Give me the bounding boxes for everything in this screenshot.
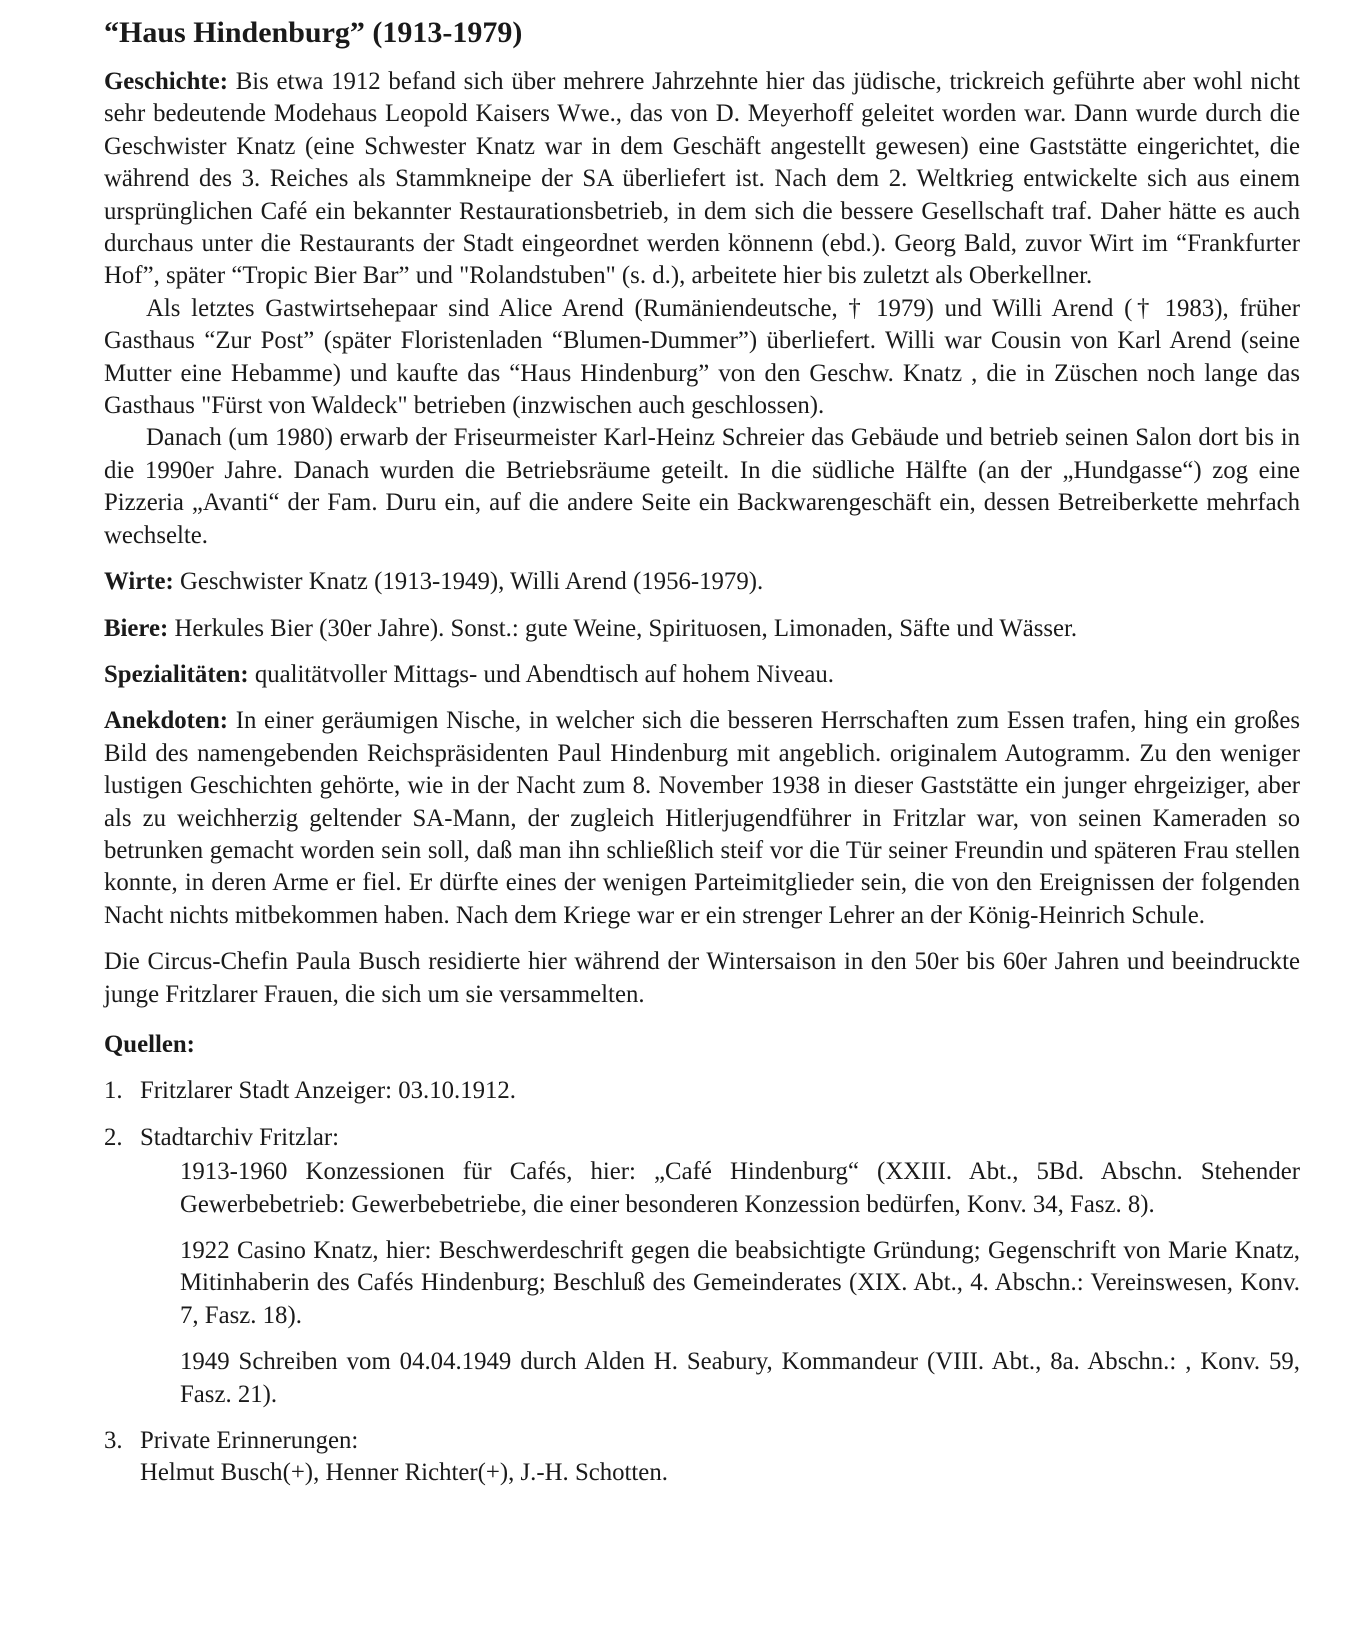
source-sub-entry: 1949 Schreiben vom 04.04.1949 durch Alden H. Seabury, Kommandeur (VIII. Abt., 8a. Abschn.: , Konv. 59, Fasz. 21). xyxy=(180,1348,1300,1408)
source-item xyxy=(104,1425,1300,1490)
source-number: 1. xyxy=(104,1077,123,1105)
document-page xyxy=(104,10,1300,1504)
spezialitaeten-label: Spezialitäten: xyxy=(104,660,249,688)
anekdoten-label: Anekdoten: xyxy=(104,707,228,735)
spezialitaeten-paragraph xyxy=(104,659,1300,691)
spezialitaeten-text: qualitätvoller Mittags- und Abendtisch auf hohem Niveau. xyxy=(248,660,834,688)
source-sub-entry: 1922 Casino Knatz, hier: Beschwerdeschrift gegen die beabsichtigte Gründung; Gegenschrift von Marie Knatz, Mitinhaberin des Cafés Hindenburg; Beschluß des Gemeinderates (XIX. Abt., 4. Abschn.: Vereinswesen, Konv. 7, Fasz. 18). xyxy=(180,1237,1300,1329)
wirte-label: Wirte: xyxy=(104,568,174,596)
source-body xyxy=(140,1425,1300,1490)
source-body xyxy=(140,1122,1300,1411)
geschichte-paragraph xyxy=(104,66,1300,293)
source-body xyxy=(140,1075,1300,1107)
document-title: “Haus Hindenburg” (1913-1979) xyxy=(104,16,523,49)
biere-paragraph xyxy=(104,613,1300,645)
quellen-heading: Quellen: xyxy=(104,1030,195,1058)
anekdoten-text-1: In einer geräumigen Nische, in welcher sich die besseren Herrschaften zum Essen trafen, hing ein großes Bild des namengebenden Reichspräsidenten Paul Hindenburg mit angeblich. originalem Autogramm. Zu den weniger lustigen Geschichten gehörte, wie in der Nacht zum 8. November 1938 in dieser Gaststätte ein junger ehrgeiziger, aber als zu weichherzig geltender SA-Mann, der zugleich Hitlerjugendführer in Fritzlar war, von seinen Kameraden so betrunken gemacht worden sein soll, daß man ihn schließlich steif vor die Tür seiner Freundin und späteren Frau stellen konnte, in deren Arme er fiel. Er dürfte eines der wenigen Parteimitglieder sein, die von den Ereignissen der folgenden Nacht nichts mitbekommen haben. Nach dem Kriege war er ein strenger Lehrer an der König-Heinrich Schule. xyxy=(104,707,1300,929)
source-number: 3. xyxy=(104,1427,123,1455)
geschichte-text-1: Bis etwa 1912 befand sich über mehrere Jahrzehnte hier das jüdische, trickreich geführte aber wohl nicht sehr bedeutende Modehaus Leopold Kaisers Wwe., das von D. Meyerhoff geleitet worden war. Dann wurde durch die Geschwister Knatz (eine Schwester Knatz war in dem Geschäft angestellt gewesen) eine Gaststätte eingerichtet, die während des 3. Reiches als Stammkneipe der SA überliefert ist. Nach dem 2. Weltkrieg entwickelte sich aus einem ursprünglichen Café ein bekannter Restaurationsbetrieb, in dem sich die bessere Gesellschaft traf. Daher hätte es auch durchaus unter die Restaurants der Stadt eingeordnet werden könnenn (ebd.). Georg Bald, zuvor Wirt im “Frankfurter Hof”, später “Tropic Bier Bar” und "Rolandstuben" (s. d.), arbeitete hier bis zuletzt als Oberkellner. xyxy=(104,68,1300,290)
biere-label: Biere: xyxy=(104,614,169,642)
biere-text: Herkules Bier (30er Jahre). Sonst.: gute Weine, Spirituosen, Limonaden, Säfte und Wässer. xyxy=(168,614,1078,642)
source-item xyxy=(104,1122,1300,1411)
geschichte-label: Geschichte: xyxy=(104,68,228,95)
geschichte-paragraph-2: Als letztes Gastwirtsehepaar sind Alice Arend (Rumäniendeutsche, † 1979) und Willi Arend († 1983), früher Gasthaus “Zur Post” (später Floristenladen “Blumen-Dummer”) überliefert. Willi war Cousin von Karl Arend (seine Mutter eine Hebamme) und kaufte das “Haus Hindenburg” von den Geschw. Knatz , die in Züschen noch lange das Gasthaus "Fürst von Waldeck" betrieben (inzwischen auch geschlossen). xyxy=(104,294,1300,420)
geschichte-paragraph-3: Danach (um 1980) erwarb der Friseurmeister Karl-Heinz Schreier das Gebäude und betrieb seinen Salon dort bis in die 1990er Jahre. Danach wurden die Betriebsräume geteilt. In die südliche Hälfte (an der „Hundgasse“) zog eine Pizzeria „Avanti“ der Fam. Duru ein, auf die andere Seite ein Backwarengeschäft ein, dessen Betreiberkette mehrfach wechselte. xyxy=(104,424,1300,549)
wirte-text: Geschwister Knatz (1913-1949), Willi Arend (1956-1979). xyxy=(173,568,764,596)
source-sub-entry: Helmut Busch(+), Henner Richter(+), J.-H. Schotten. xyxy=(140,1459,668,1487)
source-number: 2. xyxy=(104,1123,123,1151)
wirte-paragraph xyxy=(104,566,1300,598)
source-text: Stadtarchiv Fritzlar: xyxy=(140,1123,340,1151)
anekdoten-paragraph xyxy=(104,705,1300,932)
source-text: Private Erinnerungen: xyxy=(140,1427,359,1455)
source-text: Fritzlarer Stadt Anzeiger: 03.10.1912. xyxy=(140,1077,516,1105)
source-item xyxy=(104,1075,1300,1107)
anekdoten-paragraph-2: Die Circus-Chefin Paula Busch residierte hier während der Wintersaison in den 50er bis 60er Jahren und beeindruckte junge Fritzlarer Frauen, die sich um sie versammelten. xyxy=(104,948,1300,1008)
source-sub-entry: 1913-1960 Konzessionen für Cafés, hier: „Café Hindenburg“ (XXIII. Abt., 5Bd. Abschn. Stehender Gewerbebetrieb: Gewerbebetriebe, die einer besonderen Konzession bedürfen, Konv. 34, Fasz. 8). xyxy=(180,1158,1300,1218)
